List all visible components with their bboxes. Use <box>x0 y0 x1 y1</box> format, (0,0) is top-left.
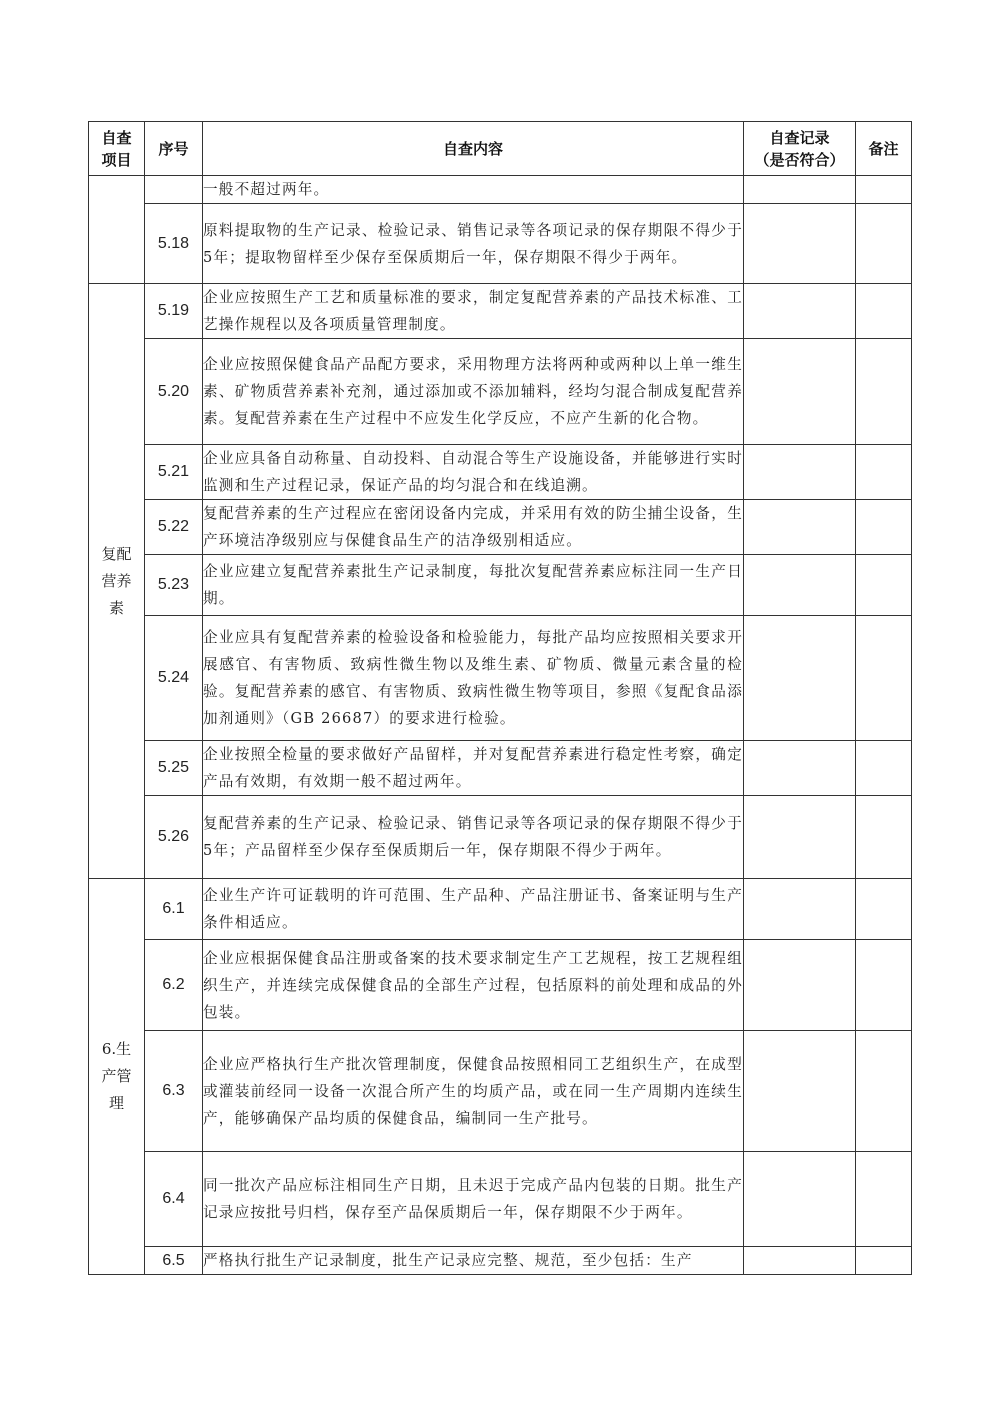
table-row <box>89 500 912 555</box>
row-content: 原料提取物的生产记录、检验记录、销售记录等各项记录的保存期限不得少于5年；提取物留样至少保存至保质期后一年，保存期限不得少于两年。 <box>203 204 744 284</box>
row-content: 复配营养素的生产过程应在密闭设备内完成，并采用有效的防尘捕尘设备，生产环境洁净级别应与保健食品生产的洁净级别相适应。 <box>203 500 744 555</box>
row-content: 严格执行批生产记录制度，批生产记录应完整、规范，至少包括：生产 <box>203 1247 744 1275</box>
table-row <box>89 176 912 204</box>
record-cell[interactable] <box>744 176 856 204</box>
note-cell[interactable] <box>856 339 912 445</box>
row-no: 6.4 <box>145 1152 203 1247</box>
record-cell[interactable] <box>744 284 856 339</box>
note-cell[interactable] <box>856 204 912 284</box>
row-content: 企业生产许可证载明的许可范围、生产品种、产品注册证书、备案证明与生产条件相适应。 <box>203 879 744 940</box>
table-row <box>89 796 912 879</box>
note-cell[interactable] <box>856 616 912 741</box>
note-cell[interactable] <box>856 879 912 940</box>
table-row <box>89 616 912 741</box>
group-cell-compound-nutrients: 复配 营养 素 <box>89 284 145 879</box>
note-cell[interactable] <box>856 284 912 339</box>
group-cell-production-management: 6.生 产管 理 <box>89 879 145 1275</box>
row-content: 复配营养素的生产记录、检验记录、销售记录等各项记录的保存期限不得少于5年；产品留样至少保存至保质期后一年，保存期限不得少于两年。 <box>203 796 744 879</box>
record-cell[interactable] <box>744 741 856 796</box>
row-no: 6.1 <box>145 879 203 940</box>
row-no: 6.5 <box>145 1247 203 1275</box>
table-row <box>89 284 912 339</box>
row-no: 5.21 <box>145 445 203 500</box>
table-row <box>89 339 912 445</box>
table-row <box>89 741 912 796</box>
note-cell[interactable] <box>856 176 912 204</box>
table-row <box>89 879 912 940</box>
self-inspection-table <box>88 121 912 1275</box>
record-cell[interactable] <box>744 204 856 284</box>
note-cell[interactable] <box>856 445 912 500</box>
header-item: 自查 项目 <box>89 122 145 176</box>
row-content: 同一批次产品应标注相同生产日期，且未迟于完成产品内包装的日期。批生产记录应按批号归档，保存至产品保质期后一年，保存期限不少于两年。 <box>203 1152 744 1247</box>
note-cell[interactable] <box>856 1031 912 1152</box>
note-cell[interactable] <box>856 796 912 879</box>
row-no <box>145 176 203 204</box>
record-cell[interactable] <box>744 879 856 940</box>
table-row <box>89 555 912 616</box>
row-no: 5.22 <box>145 500 203 555</box>
table-row <box>89 940 912 1031</box>
header-record: 自查记录 （是否符合） <box>744 122 856 176</box>
row-no: 5.26 <box>145 796 203 879</box>
record-cell[interactable] <box>744 940 856 1031</box>
row-content: 企业应根据保健食品注册或备案的技术要求制定生产工艺规程，按工艺规程组织生产，并连续完成保健食品的全部生产过程，包括原料的前处理和成品的外包装。 <box>203 940 744 1031</box>
note-cell[interactable] <box>856 555 912 616</box>
record-cell[interactable] <box>744 796 856 879</box>
header-note: 备注 <box>856 122 912 176</box>
row-content: 企业应按照保健食品产品配方要求，采用物理方法将两种或两种以上单一维生素、矿物质营养素补充剂，通过添加或不添加辅料，经均匀混合制成复配营养素。复配营养素在生产过程中不应发生化学反应，不应产生新的化合物。 <box>203 339 744 445</box>
header-row <box>89 122 912 176</box>
row-content: 企业应具有复配营养素的检验设备和检验能力，每批产品均应按照相关要求开展感官、有害物质、致病性微生物以及维生素、矿物质、微量元素含量的检验。复配营养素的感官、有害物质、致病性微生物等项目，参照《复配食品添加剂通则》（GB 26687）的要求进行检验。 <box>203 616 744 741</box>
row-content: 企业应按照生产工艺和质量标准的要求，制定复配营养素的产品技术标准、工艺操作规程以及各项质量管理制度。 <box>203 284 744 339</box>
row-no: 6.2 <box>145 940 203 1031</box>
note-cell[interactable] <box>856 940 912 1031</box>
row-no: 5.23 <box>145 555 203 616</box>
record-cell[interactable] <box>744 555 856 616</box>
record-cell[interactable] <box>744 1152 856 1247</box>
record-cell[interactable] <box>744 1247 856 1275</box>
group-cell-continued <box>89 176 145 284</box>
record-cell[interactable] <box>744 1031 856 1152</box>
header-no: 序号 <box>145 122 203 176</box>
row-content: 一般不超过两年。 <box>203 176 744 204</box>
record-cell[interactable] <box>744 445 856 500</box>
row-no: 5.19 <box>145 284 203 339</box>
table-row <box>89 1152 912 1247</box>
record-cell[interactable] <box>744 339 856 445</box>
note-cell[interactable] <box>856 500 912 555</box>
table-row <box>89 204 912 284</box>
note-cell[interactable] <box>856 741 912 796</box>
row-content: 企业应严格执行生产批次管理制度，保健食品按照相同工艺组织生产，在成型或灌装前经同一设备一次混合所产生的均质产品，或在同一生产周期内连续生产，能够确保产品均质的保健食品，编制同一生产批号。 <box>203 1031 744 1152</box>
row-no: 5.24 <box>145 616 203 741</box>
row-content: 企业应具备自动称量、自动投料、自动混合等生产设施设备，并能够进行实时监测和生产过程记录，保证产品的均匀混合和在线追溯。 <box>203 445 744 500</box>
record-cell[interactable] <box>744 500 856 555</box>
table-row <box>89 1031 912 1152</box>
note-cell[interactable] <box>856 1152 912 1247</box>
row-no: 6.3 <box>145 1031 203 1152</box>
table-row <box>89 445 912 500</box>
row-content: 企业应建立复配营养素批生产记录制度，每批次复配营养素应标注同一生产日期。 <box>203 555 744 616</box>
row-no: 5.25 <box>145 741 203 796</box>
header-content: 自查内容 <box>203 122 744 176</box>
row-no: 5.20 <box>145 339 203 445</box>
table-row <box>89 1247 912 1275</box>
record-cell[interactable] <box>744 616 856 741</box>
row-content: 企业按照全检量的要求做好产品留样，并对复配营养素进行稳定性考察，确定产品有效期，有效期一般不超过两年。 <box>203 741 744 796</box>
row-no: 5.18 <box>145 204 203 284</box>
note-cell[interactable] <box>856 1247 912 1275</box>
